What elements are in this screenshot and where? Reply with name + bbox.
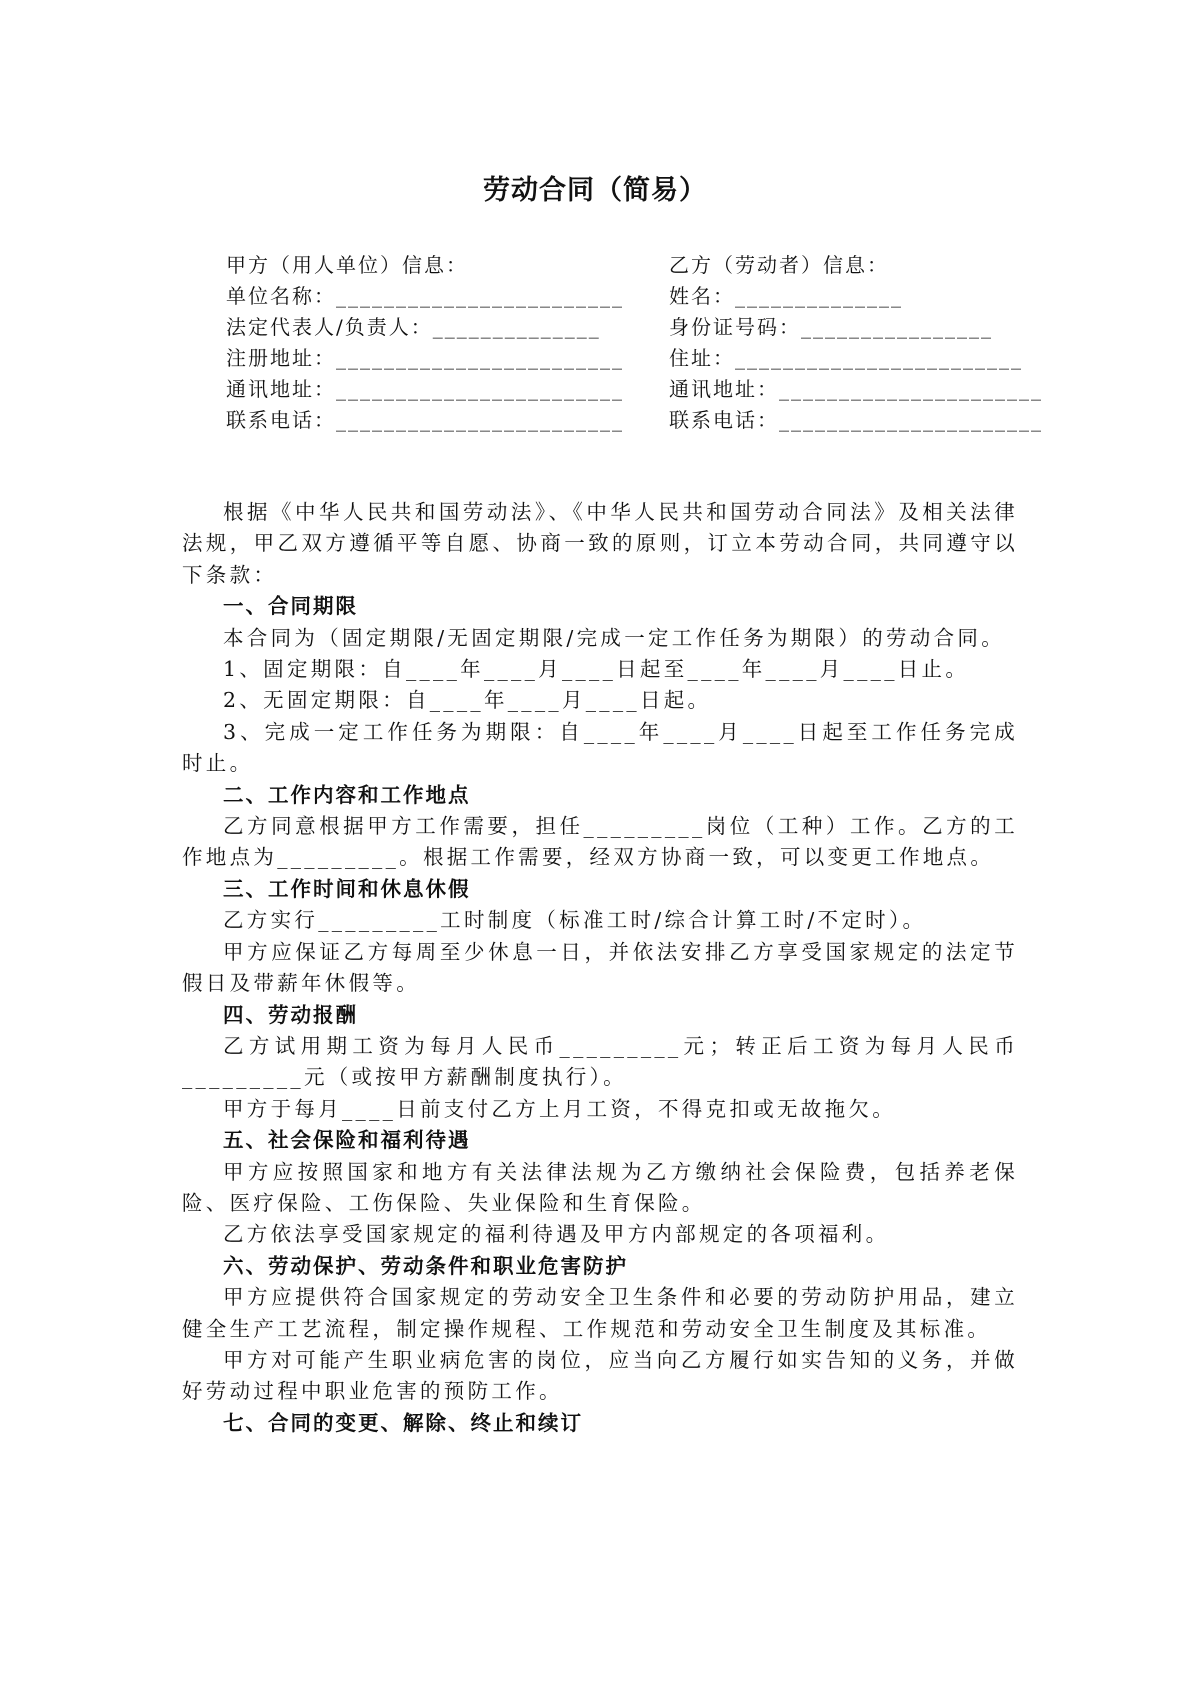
- field-blank: ________________________: [336, 284, 624, 308]
- section-heading: 七、合同的变更、解除、终止和续订: [223, 1410, 583, 1435]
- field-label: 通讯地址：: [669, 377, 779, 401]
- document-title: 劳动合同（简易）: [483, 175, 707, 206]
- contract-paragraph: 乙方实行_________工时制度（标准工时/综合计算工时/不定时）。: [223, 908, 927, 933]
- section-heading: 二、工作内容和工作地点: [223, 782, 471, 807]
- party-a-field: [226, 281, 624, 312]
- contract-paragraph: 2、无固定期限：自____年____月____日起。: [223, 688, 712, 713]
- section-heading: 六、劳动保护、劳动条件和职业危害防护: [223, 1253, 628, 1278]
- contract-paragraph: 本合同为（固定期限/无固定期限/完成一定工作任务为期限）的劳动合同。: [223, 625, 1006, 650]
- section-heading: 五、社会保险和福利待遇: [223, 1128, 471, 1153]
- field-blank: ________________________: [735, 346, 1023, 370]
- contract-paragraph: 甲方应提供符合国家规定的劳动安全卫生条件和必要的劳动防护用品，建立健全生产工艺流程，制定操作规程、工作规范和劳动安全卫生制度及其标准。: [182, 1285, 1018, 1341]
- field-blank: ______________: [735, 284, 903, 308]
- contract-paragraph: 乙方依法享受国家规定的福利待遇及甲方内部规定的各项福利。: [223, 1222, 890, 1247]
- contract-paragraph: 甲方应保证乙方每周至少休息一日，并依法安排乙方享受国家规定的法定节假日及带薪年休假等。: [182, 939, 1018, 996]
- field-label: 姓名：: [669, 284, 735, 308]
- field-label: 注册地址：: [226, 346, 336, 370]
- section-heading: 一、合同期限: [223, 594, 358, 619]
- contract-paragraph: 乙方试用期工资为每月人民币_________元；转正后工资为每月人民币_________元（或按甲方薪酬制度执行）。: [182, 1033, 1018, 1090]
- field-blank: ______________: [432, 315, 601, 339]
- section-heading: 四、劳动报酬: [223, 1002, 358, 1027]
- contract-paragraph: 3、完成一定工作任务为期限：自____年____月____日起至工作任务完成时止。: [182, 719, 1018, 776]
- field-blank: ________________: [801, 315, 993, 339]
- field-label: 身份证号码：: [669, 315, 801, 339]
- contract-paragraph: 甲方应按照国家和地方有关法律法规为乙方缴纳社会保险费，包括养老保险、医疗保险、工伤保险、失业保险和生育保险。: [182, 1159, 1018, 1215]
- party-b-field: [669, 405, 1043, 436]
- field-blank: ________________________: [336, 346, 624, 370]
- party-a-field: [226, 405, 624, 436]
- field-label: 住址：: [669, 346, 735, 370]
- section-heading: 三、工作时间和休息休假: [223, 876, 471, 901]
- contract-body: [182, 497, 1018, 1439]
- field-label: 法定代表人/负责人：: [226, 315, 433, 339]
- field-label: 联系电话：: [226, 408, 336, 432]
- party-a-field: [226, 312, 624, 343]
- field-blank: ________________________: [336, 377, 624, 401]
- contract-paragraph: 1、固定期限：自____年____月____日起至____年____月____日止。: [223, 657, 970, 682]
- field-label: 单位名称：: [226, 284, 336, 308]
- party-b-heading: 乙方（劳动者）信息：: [669, 253, 889, 277]
- contract-paragraph: 甲方于每月____日前支付乙方上月工资，不得克扣或无故拖欠。: [223, 1096, 896, 1121]
- contract-paragraph: 乙方同意根据甲方工作需要，担任_________岗位（工种）工作。乙方的工作地点为_________。根据工作需要，经双方协商一致，可以变更工作地点。: [182, 814, 1018, 870]
- party-b-field: [669, 374, 1043, 405]
- contract-paragraph: 根据《中华人民共和国劳动法》、《中华人民共和国劳动合同法》及相关法律法规，甲乙双方遵循平等自愿、协商一致的原则，订立本劳动合同，共同遵守以下条款：: [182, 500, 1018, 587]
- field-blank: ________________________: [336, 408, 624, 432]
- contract-paragraph: 甲方对可能产生职业病危害的岗位，应当向乙方履行如实告知的义务，并做好劳动过程中职业危害的预防工作。: [182, 1347, 1018, 1404]
- party-b-field: [669, 312, 1043, 343]
- party-b-field: [669, 281, 1043, 312]
- field-blank: ______________________: [779, 377, 1043, 401]
- party-a-heading: 甲方（用人单位）信息：: [226, 253, 468, 277]
- party-b-info: [669, 250, 1043, 436]
- party-a-field: [226, 343, 624, 374]
- field-blank: ______________________: [779, 408, 1043, 432]
- party-a-field: [226, 374, 624, 405]
- party-a-info: [226, 250, 624, 436]
- party-b-field: [669, 343, 1043, 374]
- field-label: 通讯地址：: [226, 377, 336, 401]
- field-label: 联系电话：: [669, 408, 779, 432]
